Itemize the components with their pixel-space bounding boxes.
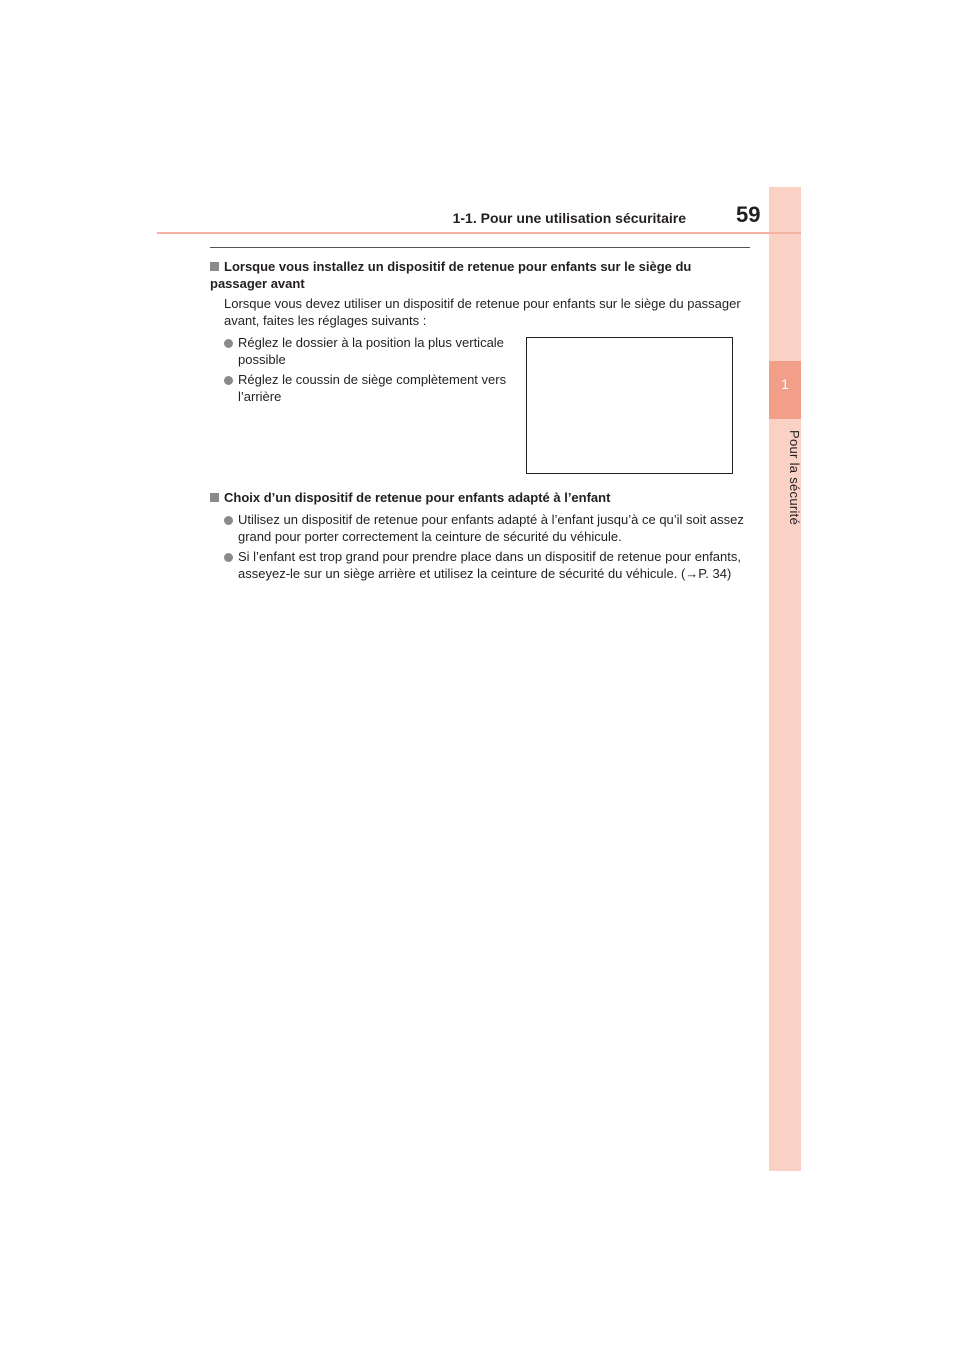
chapter-side-tab [769, 187, 801, 1171]
page-number: 59 [736, 202, 761, 227]
section-title: 1-1. Pour une utilisation sécuritaire [452, 210, 686, 226]
list-item: Réglez le coussin de siège complètement vers l’arrière [224, 372, 514, 405]
section1-heading: Lorsque vous installez un dispositif de retenue pour enfants sur le siège du passager avant [210, 259, 692, 291]
content-divider [210, 247, 750, 248]
chapter-label: Pour la sécurité [787, 430, 802, 526]
section2-heading: Choix d’un dispositif de retenue pour enfants adapté à l’enfant [210, 490, 750, 507]
list-item: Réglez le dossier à la position la plus verticale possible [224, 335, 514, 368]
list-item: Utilisez un dispositif de retenue pour enfants adapté à l’enfant jusqu’à ce qu’il soit assez grand pour porter correctement la ceinture de sécurité du véhicule. [224, 512, 750, 545]
circle-bullet-icon [224, 339, 233, 348]
list-item: Si l’enfant est trop grand pour prendre place dans un dispositif de retenue pour enfants, asseyez-le sur un siège arrière et utilisez la ceinture de sécurité du véhicule. (→P. 34) [224, 549, 750, 582]
square-bullet-icon [210, 262, 219, 271]
circle-bullet-icon [224, 553, 233, 562]
circle-bullet-icon [224, 516, 233, 525]
square-bullet-icon [210, 493, 219, 502]
section1-intro: Lorsque vous devez utiliser un dispositif de retenue pour enfants sur le siège du passager avant, faites les réglages suivants : [224, 296, 741, 328]
chapter-number: 1 [781, 376, 789, 392]
circle-bullet-icon [224, 376, 233, 385]
header-rule [157, 232, 801, 234]
illustration-placeholder [526, 337, 733, 474]
